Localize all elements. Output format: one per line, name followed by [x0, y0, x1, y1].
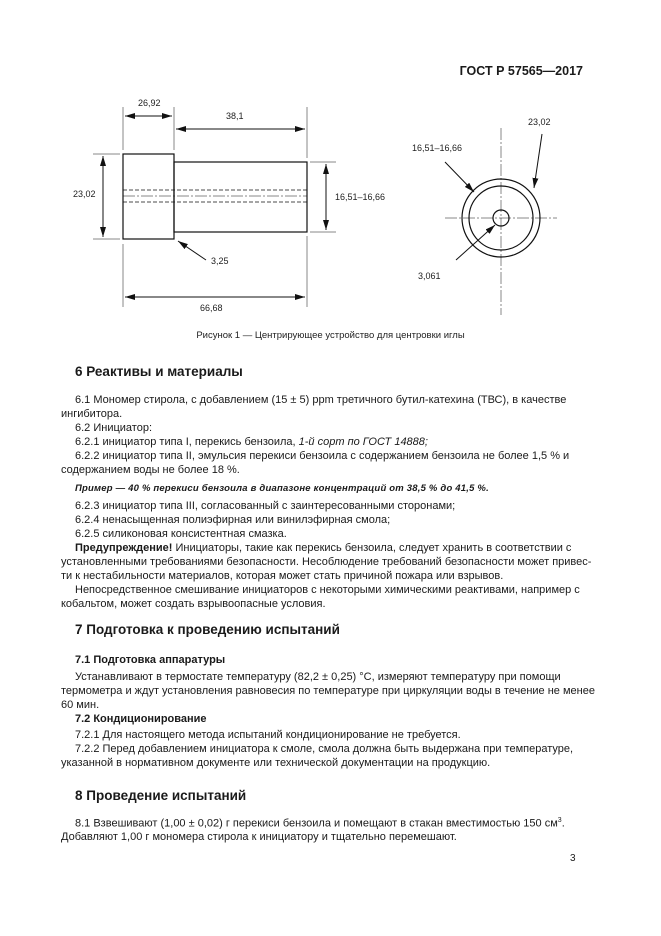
para-7-2-1: 7.2.1 Для настоящего метода испытаний кондиционирование не требуется. — [75, 729, 461, 741]
section-8-title: 8 Проведение испытаний — [75, 788, 247, 803]
para-6-2-3: 6.2.3 инициатор типа III, согласованный с заинтересованными сторонами; — [75, 500, 456, 512]
para-6-2-5: 6.2.5 силиконовая консистентная смазка. — [75, 528, 287, 540]
para-6-1: 6.1 Мономер стирола, с добавлением (15 ± 5) ppm третичного бутил-катехина (ТВС), в качестве — [75, 394, 567, 406]
section-7-title: 7 Подготовка к проведению испытаний — [75, 622, 340, 637]
svg-text:16,51–16,66: 16,51–16,66 — [412, 143, 463, 153]
section-6-title: 6 Реактивы и материалы — [75, 364, 243, 379]
svg-text:23,02: 23,02 — [528, 117, 551, 127]
para-8-1: 8.1 Взвешивают (1,00 ± 0,02) г перекиси бензоила и помещают в стакан вместимостью 150 $см^3$. — [75, 817, 565, 830]
svg-text:3,061: 3,061 — [418, 271, 441, 281]
side-view — [93, 107, 336, 307]
mixing-para-cont: кобальтом, может создать взрывоопасные условия. — [61, 598, 326, 610]
section-7-1-title: 7.1 Подготовка аппаратуры — [75, 654, 226, 666]
svg-text:66,68: 66,68 — [200, 303, 223, 313]
svg-text:3,25: 3,25 — [211, 256, 229, 266]
warning-para-cont-1: установленными требованиями безопасности. Несоблюдение требований безопасности может привес- — [61, 556, 592, 568]
svg-text:23,02: 23,02 — [73, 189, 96, 199]
svg-text:26,92: 26,92 — [138, 98, 161, 108]
para-7-2-2-cont: указанной в нормативном документе или технической документации на продукцию. — [61, 757, 491, 769]
para-8-1-cont: Добавляют 1,00 г мономера стирола к инициатору и тщательно перемешают. — [61, 831, 457, 843]
para-7-1-cont: термометра и ждут установления равновесия по температуре при циркуляции воды в течение не менее — [61, 685, 595, 697]
section-7-2-title: 7.2 Кондиционирование — [75, 713, 207, 725]
warning-para: Предупреждение! Инициаторы, такие как перекись бензоила, следует хранить в соответствии с — [75, 542, 572, 554]
para-7-2-2: 7.2.2 Перед добавлением инициатора к смоле, смола должна быть выдержана при температуре, — [75, 743, 574, 755]
example-note: Пример — 40 % перекиси бензоила в диапазоне концентраций от 38,5 % до 41,5 %. — [75, 483, 489, 494]
para-6-2-4: 6.2.4 ненасыщенная полиэфирная или винилэфирная смола; — [75, 514, 391, 526]
para-6-2: 6.2 Инициатор: — [75, 422, 152, 434]
para-6-1-cont: ингибитора. — [61, 408, 123, 420]
para-6-2-2: 6.2.2 инициатор типа II, эмульсия перекиси бензоила с содержанием бензоила не более 1,5 % и — [75, 450, 570, 462]
para-6-2-1: 6.2.1 инициатор типа I, перекись бензоила, 1-й сорт по ГОСТ 14888; — [75, 436, 428, 448]
end-view — [445, 128, 557, 315]
page-number: 3 — [570, 853, 576, 864]
mixing-para: Непосредственное смешивание инициаторов с некоторыми химическими реактивами, например с — [75, 584, 580, 596]
para-7-1: Устанавливают в термостате температуру (82,2 ± 0,25) °С, измеряют температуру при помощи — [75, 671, 561, 683]
svg-text:16,51–16,66: 16,51–16,66 — [335, 192, 386, 202]
svg-text:38,1: 38,1 — [226, 111, 244, 121]
para-7-1-cont-2: 60 мин. — [61, 699, 100, 711]
para-6-2-2-cont: содержанием воды не более 18 %. — [61, 464, 240, 476]
warning-para-cont-2: ти к нестабильности материалов, которая может стать причиной пожара или взрывов. — [61, 570, 504, 582]
standard-code: ГОСТ Р 57565—2017 — [459, 64, 583, 78]
figure-drawing — [0, 0, 661, 330]
figure-caption: Рисунок 1 — Центрирующее устройство для центровки иглы — [196, 330, 465, 341]
